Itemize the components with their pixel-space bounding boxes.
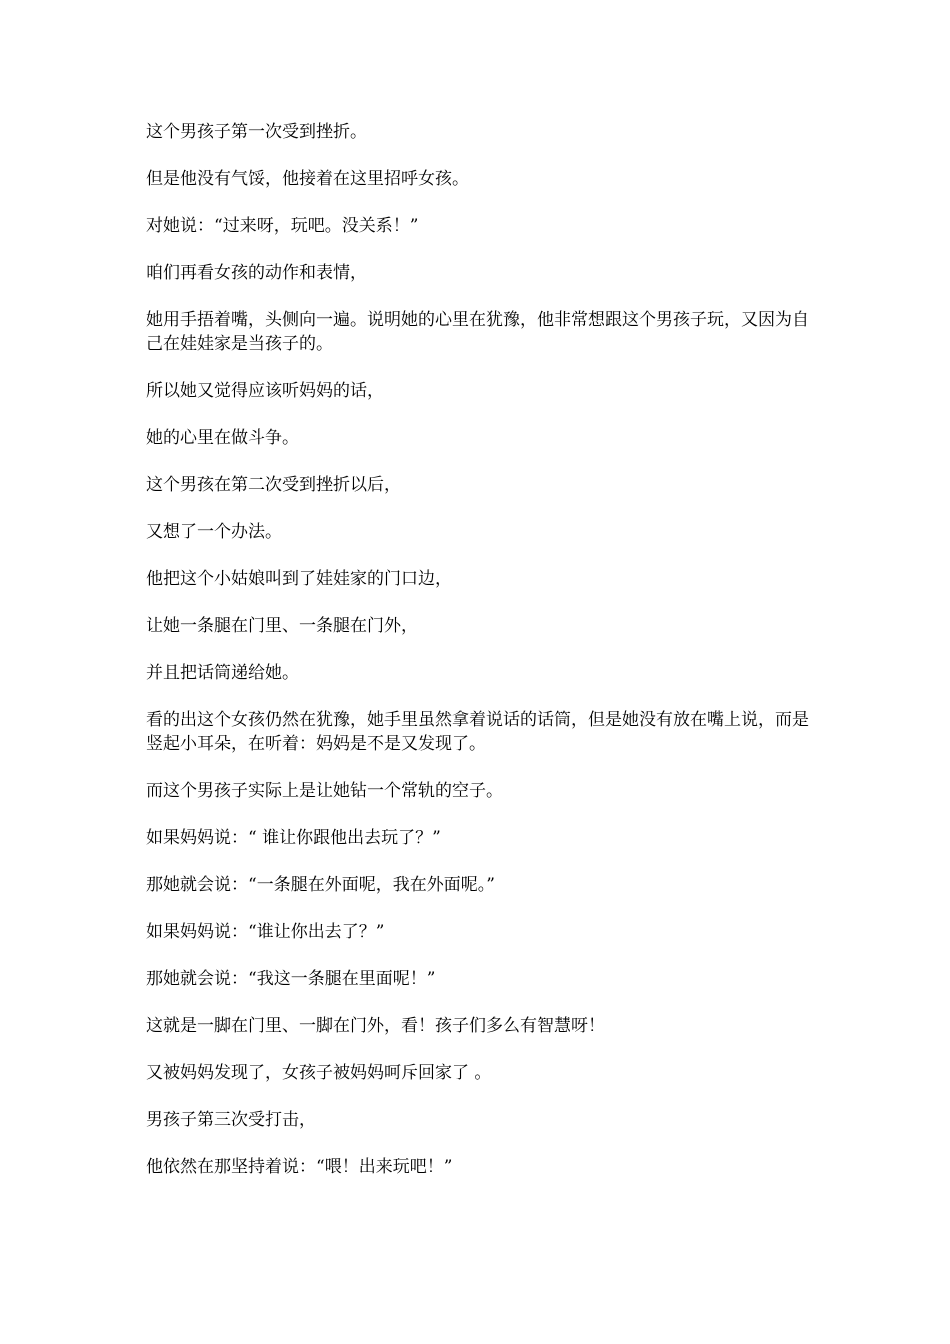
paragraph: 而这个男孩子实际上是让她钻一个常轨的空子。: [146, 781, 503, 801]
paragraph: 对她说：“过来呀，玩吧。没关系！”: [146, 216, 419, 236]
paragraph: 让她一条腿在门里、一条腿在门外，: [146, 616, 418, 636]
paragraph: 她的心里在做斗争。: [146, 428, 299, 448]
paragraph: 那她就会说：“我这一条腿在里面呢！”: [146, 969, 436, 989]
paragraph: 咱们再看女孩的动作和表情，: [146, 263, 367, 283]
paragraph: 这个男孩在第二次受到挫折以后，: [146, 475, 401, 495]
paragraph: 这就是一脚在门里、一脚在门外，看！孩子们多么有智慧呀！: [146, 1016, 605, 1036]
paragraph: 看的出这个女孩仍然在犹豫，她手里虽然拿着说话的话筒，但是她没有放在嘴上说，而是竖起小耳朵，在听着：妈妈是不是又发现了。: [146, 710, 809, 754]
paragraph: 如果妈妈说：“谁让你出去了？”: [146, 922, 385, 942]
paragraph: 又被妈妈发现了，女孩子被妈妈呵斥回家了 。: [146, 1063, 492, 1083]
paragraph: 他依然在那坚持着说：“喂！出来玩吧！”: [146, 1157, 453, 1177]
paragraph: 如果妈妈说：“ 谁让你跟他出去玩了？”: [146, 828, 441, 848]
document-body: [146, 120, 814, 1202]
paragraph: 那她就会说：“一条腿在外面呢，我在外面呢。”: [146, 875, 495, 895]
paragraph: 男孩子第三次受打击，: [146, 1110, 316, 1130]
paragraph: 并且把话筒递给她。: [146, 663, 299, 683]
paragraph: 这个男孩子第一次受到挫折。: [146, 122, 367, 142]
paragraph: 所以她又觉得应该听妈妈的话，: [146, 381, 384, 401]
paragraph: 他把这个小姑娘叫到了娃娃家的门口边，: [146, 569, 452, 589]
paragraph: 她用手捂着嘴，头侧向一遍。说明她的心里在犹豫，他非常想跟这个男孩子玩，又因为自己在娃娃家是当孩子的。: [146, 310, 809, 354]
paragraph: 又想了一个办法。: [146, 522, 282, 542]
paragraph: 但是他没有气馁，他接着在这里招呼女孩。: [146, 169, 469, 189]
